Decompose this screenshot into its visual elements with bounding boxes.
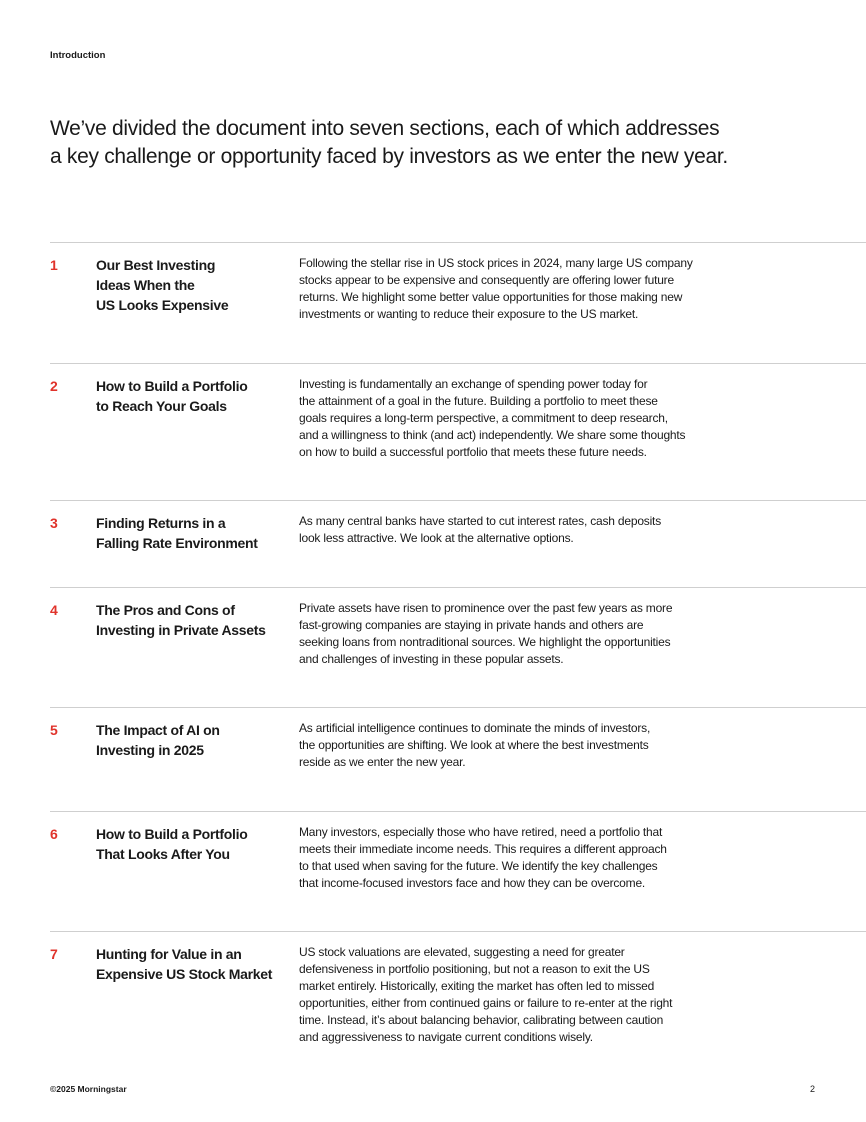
desc-line: seeking loans from nontraditional sources. We highlight the opportunities <box>299 635 671 649</box>
desc-line: investments or wanting to reduce their exposure to the US market. <box>299 307 639 321</box>
section-title <box>96 255 286 315</box>
section-description <box>299 824 699 892</box>
desc-line: As many central banks have started to cut interest rates, cash deposits <box>299 514 661 528</box>
desc-line: Following the stellar rise in US stock prices in 2024, many large US company <box>299 256 693 270</box>
title-line: That Looks After You <box>96 846 230 862</box>
page-number: 2 <box>809 1084 815 1094</box>
section-4 <box>50 587 866 707</box>
desc-line: to that used when saving for the future. We identify the key challenges <box>299 859 658 873</box>
section-number: 1 <box>50 257 58 273</box>
section-description <box>299 944 699 1046</box>
section-7 <box>50 931 866 1056</box>
desc-line: meets their immediate income needs. This requires a different approach <box>299 842 667 856</box>
section-label: Introduction <box>50 50 106 61</box>
desc-line: time. Instead, it’s about balancing behavior, calibrating between caution <box>299 1013 664 1027</box>
desc-line: on how to build a successful portfolio that meets these future needs. <box>299 445 647 459</box>
intro-heading <box>50 115 770 171</box>
desc-line: Private assets have risen to prominence over the past few years as more <box>299 601 673 615</box>
desc-line: and aggressiveness to navigate current conditions wisely. <box>299 1030 593 1044</box>
desc-line: returns. We highlight some better value opportunities for those making new <box>299 290 683 304</box>
title-line: Expensive US Stock Market <box>96 966 273 982</box>
section-title <box>96 600 286 640</box>
section-title <box>96 376 286 416</box>
desc-line: Many investors, especially those who have retired, need a portfolio that <box>299 825 663 839</box>
desc-line: and challenges of investing in these popular assets. <box>299 652 564 666</box>
title-line: Investing in Private Assets <box>96 622 266 638</box>
title-line: Ideas When the <box>96 277 195 293</box>
desc-line: the opportunities are shifting. We look at where the best investments <box>299 738 649 752</box>
desc-line: As artificial intelligence continues to dominate the minds of investors, <box>299 721 651 735</box>
title-line: The Impact of AI on <box>96 722 220 738</box>
desc-line: goals requires a long-term perspective, a commitment to deep research, <box>299 411 668 425</box>
section-number: 7 <box>50 946 58 962</box>
title-line: Investing in 2025 <box>96 742 204 758</box>
section-title <box>96 513 286 553</box>
title-line: How to Build a Portfolio <box>96 826 248 842</box>
title-line: to Reach Your Goals <box>96 398 227 414</box>
desc-line: and a willingness to think (and act) independently. We share some thoughts <box>299 428 686 442</box>
title-line: Our Best Investing <box>96 257 216 273</box>
section-number: 2 <box>50 378 58 394</box>
section-3 <box>50 500 866 587</box>
title-line: Finding Returns in a <box>96 515 226 531</box>
desc-line: reside as we enter the new year. <box>299 755 466 769</box>
section-title <box>96 944 286 984</box>
title-line: The Pros and Cons of <box>96 602 235 618</box>
intro-line: a key challenge or opportunity faced by investors as we enter the new year. <box>50 145 728 168</box>
desc-line: US stock valuations are elevated, suggesting a need for greater <box>299 945 625 959</box>
section-6 <box>50 811 866 931</box>
desc-line: market entirely. Historically, exiting the market has often led to missed <box>299 979 655 993</box>
desc-line: look less attractive. We look at the alternative options. <box>299 531 574 545</box>
title-line: Hunting for Value in an <box>96 946 242 962</box>
sections-list <box>50 242 866 1056</box>
section-description <box>299 720 699 771</box>
desc-line: Investing is fundamentally an exchange of spending power today for <box>299 377 648 391</box>
desc-line: stocks appear to be expensive and consequently are offering lower future <box>299 273 674 287</box>
copyright: ©2025 Morningstar <box>50 1084 127 1094</box>
desc-line: defensiveness in portfolio positioning, but not a reason to exit the US <box>299 962 650 976</box>
section-1 <box>50 242 866 363</box>
section-number: 3 <box>50 515 58 531</box>
section-number: 6 <box>50 826 58 842</box>
desc-line: that income-focused investors face and how they can be overcome. <box>299 876 646 890</box>
section-title <box>96 824 286 864</box>
section-number: 5 <box>50 722 58 738</box>
desc-line: the attainment of a goal in the future. Building a portfolio to meet these <box>299 394 658 408</box>
title-line: US Looks Expensive <box>96 297 229 313</box>
section-description <box>299 513 699 547</box>
section-description <box>299 255 699 323</box>
section-number: 4 <box>50 602 58 618</box>
section-description <box>299 376 699 461</box>
title-line: How to Build a Portfolio <box>96 378 248 394</box>
title-line: Falling Rate Environment <box>96 535 258 551</box>
section-description <box>299 600 699 668</box>
intro-line: We’ve divided the document into seven sections, each of which addresses <box>50 117 720 140</box>
section-2 <box>50 363 866 500</box>
desc-line: opportunities, either from continued gains or failure to re-enter at the right <box>299 996 673 1010</box>
section-title <box>96 720 286 760</box>
desc-line: fast-growing companies are staying in private hands and others are <box>299 618 644 632</box>
section-5 <box>50 707 866 811</box>
